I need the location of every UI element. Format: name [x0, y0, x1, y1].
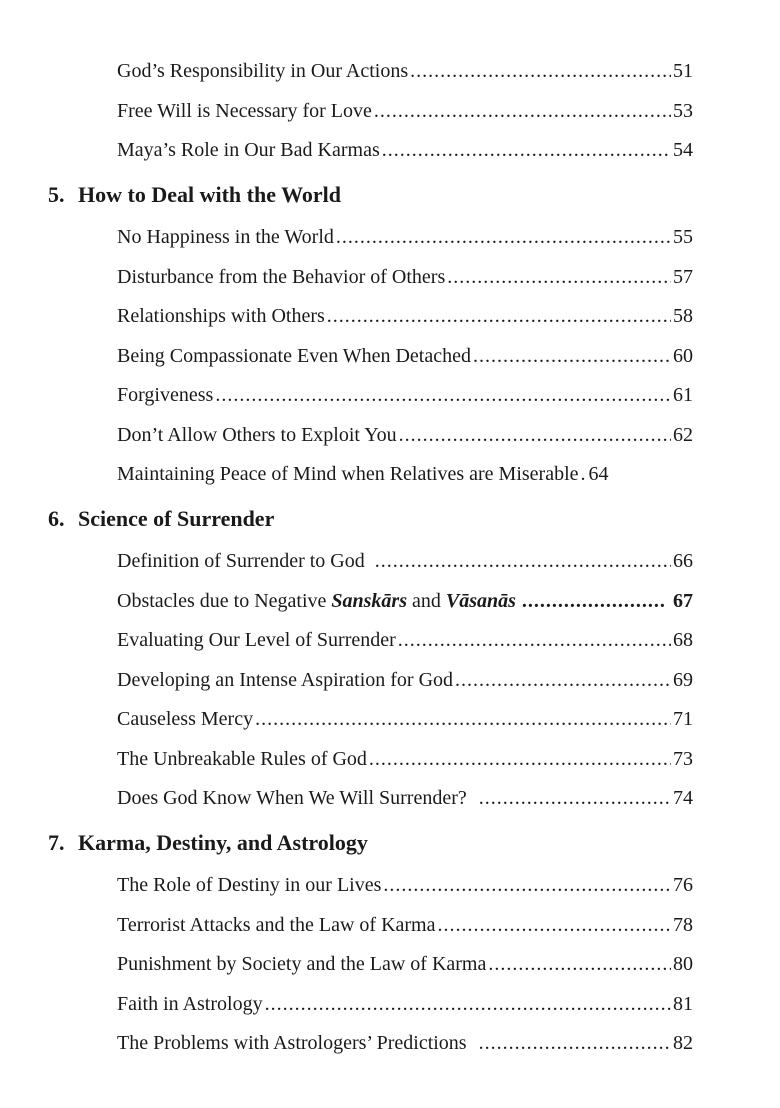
toc-entry[interactable] — [117, 661, 693, 701]
entry-page: 61 — [673, 384, 693, 406]
entry-title — [117, 582, 516, 622]
toc-entry[interactable] — [117, 92, 693, 132]
entry-page: 82 — [673, 1032, 693, 1054]
toc-entry[interactable] — [117, 258, 693, 298]
dot-leader — [398, 621, 671, 661]
chapter-title: Karma, Destiny, and Astrology — [78, 829, 368, 855]
chapter-number: 7. — [48, 829, 65, 855]
dot-leader — [399, 416, 671, 456]
dot-leader — [382, 131, 671, 171]
entry-title: Relationships with Others — [117, 305, 325, 327]
entry-title: Faith in Astrology — [117, 992, 263, 1015]
entry-page: 54 — [673, 139, 693, 161]
entry-page: 74 — [673, 787, 693, 809]
entry-page: 66 — [673, 550, 693, 572]
dot-leader — [336, 218, 671, 258]
toc-entry[interactable] — [117, 218, 693, 258]
entry-title: Don’t Allow Others to Exploit You — [117, 423, 397, 446]
dot-leader — [265, 985, 671, 1025]
toc-entry[interactable] — [117, 582, 693, 622]
dot-leader — [455, 661, 671, 701]
title-part: Obstacles due to Negative — [117, 589, 332, 612]
entry-page: 62 — [673, 423, 693, 446]
entry-page: 57 — [673, 265, 693, 288]
entry-page: 64 — [588, 463, 609, 485]
dot-leader — [327, 297, 671, 337]
toc-entry[interactable] — [117, 131, 693, 171]
dot-leader — [473, 337, 671, 377]
toc-entry[interactable] — [117, 1024, 693, 1064]
toc-entry[interactable] — [117, 455, 693, 495]
dot-leader — [447, 258, 671, 298]
dot-leader — [375, 542, 671, 582]
dot-leader — [488, 945, 671, 985]
toc-entry[interactable] — [117, 866, 693, 906]
toc-entry[interactable] — [117, 779, 693, 819]
entry-title: Being Compassionate Even When Detached — [117, 344, 471, 367]
toc-entry[interactable] — [117, 985, 693, 1025]
entry-page: 53 — [673, 99, 693, 122]
chapter-number: 5. — [48, 181, 65, 207]
dot-leader — [410, 52, 671, 92]
entry-page: 78 — [673, 913, 693, 936]
chapter-heading[interactable] — [48, 171, 780, 219]
entry-page: 81 — [673, 992, 693, 1015]
toc-entry[interactable] — [117, 297, 693, 337]
entry-page: 80 — [673, 953, 693, 975]
toc-entry[interactable] — [117, 906, 693, 946]
title-term: Sanskārs — [331, 589, 407, 612]
toc-entry[interactable] — [117, 376, 693, 416]
entry-page: 71 — [673, 708, 693, 730]
toc-entry[interactable] — [117, 700, 693, 740]
entry-page: 68 — [673, 629, 693, 651]
dot-leader — [369, 740, 671, 780]
entry-page: 76 — [673, 874, 693, 896]
toc-entry[interactable] — [117, 621, 693, 661]
entry-title: The Role of Destiny in our Lives — [117, 874, 382, 896]
dot-leader — [374, 92, 671, 132]
title-part: and — [406, 589, 446, 612]
entry-title: The Problems with Astrologers’ Predictions — [117, 1032, 467, 1054]
dot-leader — [438, 906, 672, 946]
toc-entry[interactable] — [117, 740, 693, 780]
entry-title: Definition of Surrender to God — [117, 550, 365, 572]
chapter-heading[interactable] — [48, 495, 780, 543]
entry-page: 60 — [673, 344, 693, 367]
entry-title: God’s Responsibility in Our Actions — [117, 60, 409, 82]
toc-entry[interactable] — [117, 337, 693, 377]
entry-title: Causeless Mercy — [117, 708, 254, 730]
dot-leader — [522, 582, 665, 622]
entry-title: No Happiness in the World — [117, 226, 334, 248]
entry-title: The Unbreakable Rules of God — [117, 747, 367, 770]
dot-leader — [479, 779, 671, 819]
entry-title: Free Will is Necessary for Love — [117, 99, 372, 122]
entry-page: 55 — [673, 226, 693, 248]
toc-entry[interactable] — [117, 945, 693, 985]
entry-title: Developing an Intense Aspiration for God — [117, 668, 454, 691]
dot-leader — [479, 1024, 671, 1064]
entry-title: Terrorist Attacks and the Law of Karma — [117, 913, 436, 936]
dot-leader — [383, 866, 671, 906]
chapter-heading[interactable] — [48, 819, 780, 867]
toc-entry[interactable] — [117, 542, 693, 582]
entry-page: 69 — [673, 668, 693, 691]
spacer — [581, 455, 587, 495]
entry-title: Disturbance from the Behavior of Others — [117, 265, 446, 288]
entry-page: 73 — [673, 747, 693, 770]
entry-title: Forgiveness — [117, 384, 214, 406]
title-term: Vāsanās — [445, 589, 516, 612]
entry-title: Punishment by Society and the Law of Karma — [117, 953, 487, 975]
entry-page: 67 — [673, 589, 693, 612]
entry-title: Evaluating Our Level of Surrender — [117, 629, 396, 651]
entry-page: 58 — [673, 305, 693, 327]
entry-page: 51 — [673, 60, 693, 82]
table-of-contents — [0, 52, 780, 1064]
chapter-title: Science of Surrender — [78, 505, 275, 531]
entry-title: Does God Know When We Will Surrender? — [117, 787, 467, 809]
entry-title: Maya’s Role in Our Bad Karmas — [117, 139, 380, 161]
toc-entry[interactable] — [117, 52, 693, 92]
entry-title: Maintaining Peace of Mind when Relatives are Miserable — [117, 463, 579, 485]
chapter-number: 6. — [48, 505, 65, 531]
dot-leader — [255, 700, 671, 740]
dot-leader — [215, 376, 671, 416]
chapter-title: How to Deal with the World — [78, 181, 341, 207]
toc-entry[interactable] — [117, 416, 693, 456]
